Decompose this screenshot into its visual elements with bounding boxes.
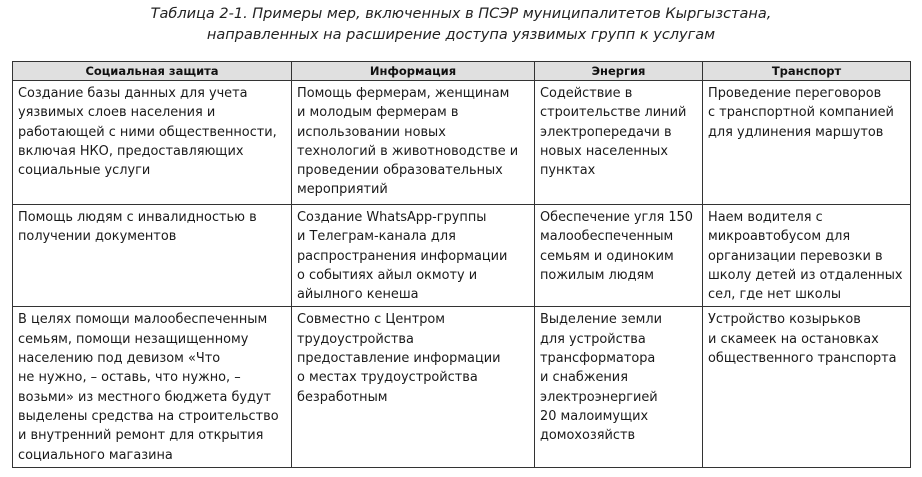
measures-table [12, 61, 911, 468]
table-header-row [13, 62, 911, 81]
cell-line: В целях помощи малообеспеченным [18, 312, 268, 328]
cell-line: микроавтобусом для [708, 229, 851, 245]
cell-line: социальные услуги [18, 163, 151, 179]
table-cell [13, 205, 292, 307]
table-caption [0, 4, 922, 46]
table-cell [292, 307, 535, 468]
table-cell [292, 205, 535, 307]
cell-line: для удлинения маршутов [708, 124, 884, 140]
cell-line: айылного кенеша [297, 287, 419, 303]
table-cell [13, 307, 292, 468]
cell-line: выделены средства на строительство [18, 408, 279, 424]
cell-line: с транспортной компанией [708, 105, 894, 121]
cell-line: мероприятий [297, 182, 388, 198]
cell-line: безработным [297, 389, 388, 405]
cell-line: получении документов [18, 229, 177, 245]
cell-line: не нужно, – оставь, что нужно, – [18, 370, 241, 386]
cell-line: Проведение переговоров [708, 86, 882, 101]
cell-line: Помощь людям с инвалидностью в [18, 210, 257, 225]
cell-line: пожилым людям [540, 267, 655, 283]
cell-line: населению под девизом «Что [18, 351, 221, 367]
cell-line: малообеспеченным [540, 229, 674, 245]
cell-line: семьям, помощи незащищенному [18, 331, 249, 347]
cell-line: предоставление информации [297, 351, 501, 367]
cell-line: Содействие в [540, 86, 633, 101]
table-cell [535, 307, 703, 468]
cell-line: общественного транспорта [708, 351, 897, 367]
cell-line: трансформатора [540, 351, 656, 367]
cell-line: Создание WhatsApp-группы [297, 210, 487, 225]
cell-line: технологий в животноводстве и [297, 143, 519, 159]
table-cell [13, 81, 292, 205]
cell-line: электроэнергией [540, 389, 658, 405]
column-header-social: Социальная защита [13, 62, 292, 81]
cell-line: Совместно с Центром [297, 312, 446, 328]
cell-line: и внутренний ремонт для открытия [18, 428, 264, 444]
cell-line: возьми» из местного бюджета будут [18, 389, 272, 405]
cell-line: Обеспечение угля 150 [540, 210, 693, 225]
cell-line: о событиях айыл окмоту и [297, 267, 478, 283]
cell-line: и скамеек на остановках [708, 331, 879, 347]
cell-line: электропередачи в [540, 124, 672, 140]
table-cell [703, 307, 911, 468]
table-cell [535, 205, 703, 307]
cell-line: школу детей из отдаленных [708, 267, 903, 283]
table-row [13, 307, 911, 468]
cell-line: Выделение земли [540, 312, 662, 328]
cell-line: организации перевозки в [708, 248, 883, 264]
column-header-energy: Энергия [535, 62, 703, 81]
cell-line: социального магазина [18, 447, 173, 463]
table-cell [703, 81, 911, 205]
cell-line: и снабжения [540, 370, 628, 386]
caption-line-2: направленных на расширение доступа уязвимых групп к услугам [206, 27, 716, 43]
cell-line: семьям и одиноким [540, 248, 674, 264]
cell-line: сел, где нет школы [708, 287, 842, 303]
cell-line: 20 малоимущих [540, 408, 649, 424]
cell-line: пунктах [540, 163, 596, 179]
cell-line: новых населенных [540, 143, 668, 159]
cell-line: Помощь фермерам, женщинам [297, 86, 510, 101]
cell-line: и молодым фермерам в [297, 105, 459, 121]
table-cell [292, 81, 535, 205]
cell-line: и Телеграм-канала для [297, 229, 456, 245]
cell-line: включая НКО, предоставляющих [18, 143, 244, 159]
caption-line-1: Таблица 2-1. Примеры мер, включенных в ПСЭР муниципалитетов Кыргызстана, [150, 6, 772, 22]
column-header-information: Информация [292, 62, 535, 81]
table-row [13, 205, 911, 307]
cell-line: домохозяйств [540, 428, 636, 444]
cell-line: Создание базы данных для учета [18, 86, 248, 101]
table-cell [703, 205, 911, 307]
cell-line: о местах трудоустройства [297, 370, 478, 386]
cell-line: строительстве линий [540, 105, 687, 121]
cell-line: проведении образовательных [297, 163, 503, 179]
cell-line: для устройства [540, 331, 646, 347]
cell-line: использовании новых [297, 124, 446, 140]
cell-line: Устройство козырьков [708, 312, 861, 328]
column-header-transport: Транспорт [703, 62, 911, 81]
cell-line: уязвимых слоев населения и [18, 105, 216, 121]
table-cell [535, 81, 703, 205]
cell-line: распространения информации [297, 248, 508, 264]
table-row [13, 81, 911, 205]
cell-line: трудоустройства [297, 331, 414, 347]
cell-line: работающей с ними общественности, [18, 124, 277, 140]
cell-line: Наем водителя с [708, 210, 823, 225]
